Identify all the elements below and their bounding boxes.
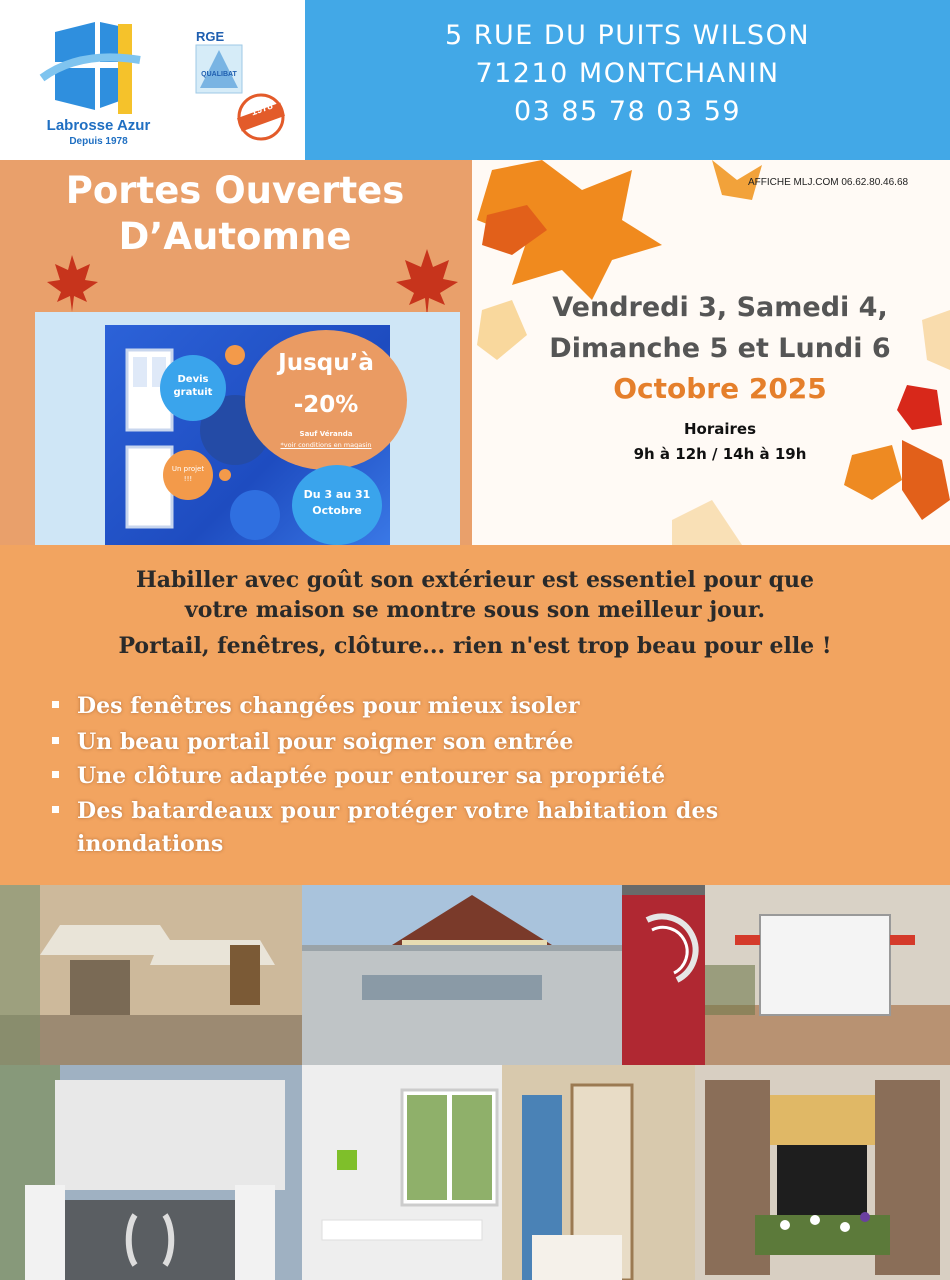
discount-value: -20% bbox=[293, 392, 359, 418]
phone-number: 03 85 78 03 59 bbox=[513, 96, 742, 127]
benefit-text: Des fenêtres changées pour mieux isoler bbox=[77, 693, 580, 719]
intro-line1: Habiller avec goût son extérieur est essentiel pour que bbox=[135, 567, 815, 593]
photo-red-door bbox=[622, 885, 705, 1065]
rge-label: RGE bbox=[196, 29, 225, 44]
logo-tagline: Depuis 1978 bbox=[69, 136, 128, 147]
badge-year: 1978 bbox=[249, 100, 275, 119]
maple-leaf-icon bbox=[395, 245, 460, 320]
photo-fence-wall bbox=[302, 885, 622, 1065]
qualibat-label: QUALIBAT bbox=[201, 71, 237, 78]
company-logo-area bbox=[0, 0, 305, 160]
promo-title-line1: Portes Ouvertes bbox=[65, 169, 405, 212]
door-photo-icon bbox=[622, 885, 705, 1065]
benefit-item bbox=[52, 726, 932, 758]
photo-flood-barrier bbox=[705, 885, 950, 1065]
intro-line2: votre maison se montre sous son meilleur jour. bbox=[184, 597, 766, 623]
window-photo-icon bbox=[302, 1065, 502, 1280]
benefit-text: Une clôture adaptée pour entourer sa propriété bbox=[77, 763, 666, 789]
discount-exception: Sauf Véranda bbox=[299, 430, 353, 438]
benefit-item bbox=[52, 760, 932, 792]
house-photo-icon bbox=[0, 885, 302, 1065]
photo-sliding-door bbox=[502, 1065, 695, 1280]
benefit-item bbox=[52, 795, 932, 827]
sliding-door-photo-icon bbox=[502, 1065, 695, 1280]
discount-badge bbox=[245, 330, 407, 470]
event-month: Octobre 2025 bbox=[613, 372, 827, 405]
photo-window-interior bbox=[302, 1065, 502, 1280]
barrier-photo-icon bbox=[705, 885, 950, 1065]
benefit-item-continuation: inondations bbox=[77, 831, 224, 857]
shutters-photo-icon bbox=[695, 1065, 950, 1280]
poster-credit: AFFICHE MLJ.COM 06.62.80.46.68 bbox=[748, 177, 909, 188]
photo-shutters bbox=[695, 1065, 950, 1280]
badge-devis-text: Devis gratuit bbox=[173, 374, 213, 398]
benefit-text: Des batardeaux pour protéger votre habitation des bbox=[77, 798, 719, 824]
benefit-text: Un beau portail pour soigner son entrée bbox=[77, 729, 574, 755]
hours-value: 9h à 12h / 14h à 19h bbox=[633, 445, 807, 463]
benefit-item bbox=[52, 690, 932, 722]
photo-gate bbox=[0, 1065, 302, 1280]
address-street: 5 RUE DU PUITS WILSON bbox=[444, 20, 811, 51]
address-city: 71210 MONTCHANIN bbox=[475, 58, 780, 89]
event-dates-line2: Dimanche 5 et Lundi 6 bbox=[549, 333, 891, 364]
hours-label: Horaires bbox=[683, 420, 757, 438]
intro-line3: Portail, fenêtres, clôture... rien n'est trop beau pour elle ! bbox=[118, 633, 832, 659]
badge-devis bbox=[160, 355, 226, 421]
photo-house-awning bbox=[0, 885, 302, 1065]
address-banner bbox=[305, 0, 950, 160]
event-dates-line1: Vendredi 3, Samedi 4, bbox=[552, 292, 888, 323]
badge-projet bbox=[163, 450, 213, 500]
promo-title-line2: D’Automne bbox=[118, 215, 352, 258]
discount-note: *voir conditions en magasin bbox=[280, 441, 372, 449]
period-text: Du 3 au 31 Octobre bbox=[303, 488, 371, 517]
gate-photo-icon bbox=[0, 1065, 302, 1280]
discount-prefix: Jusqu’à bbox=[278, 350, 374, 376]
fence-photo-icon bbox=[302, 885, 622, 1065]
badge-projet-text: Un projet !!! bbox=[171, 465, 205, 483]
logo-name: Labrosse Azur bbox=[46, 117, 151, 134]
maple-leaf-icon bbox=[45, 250, 100, 315]
period-badge bbox=[292, 465, 382, 545]
promo-title bbox=[20, 168, 450, 260]
